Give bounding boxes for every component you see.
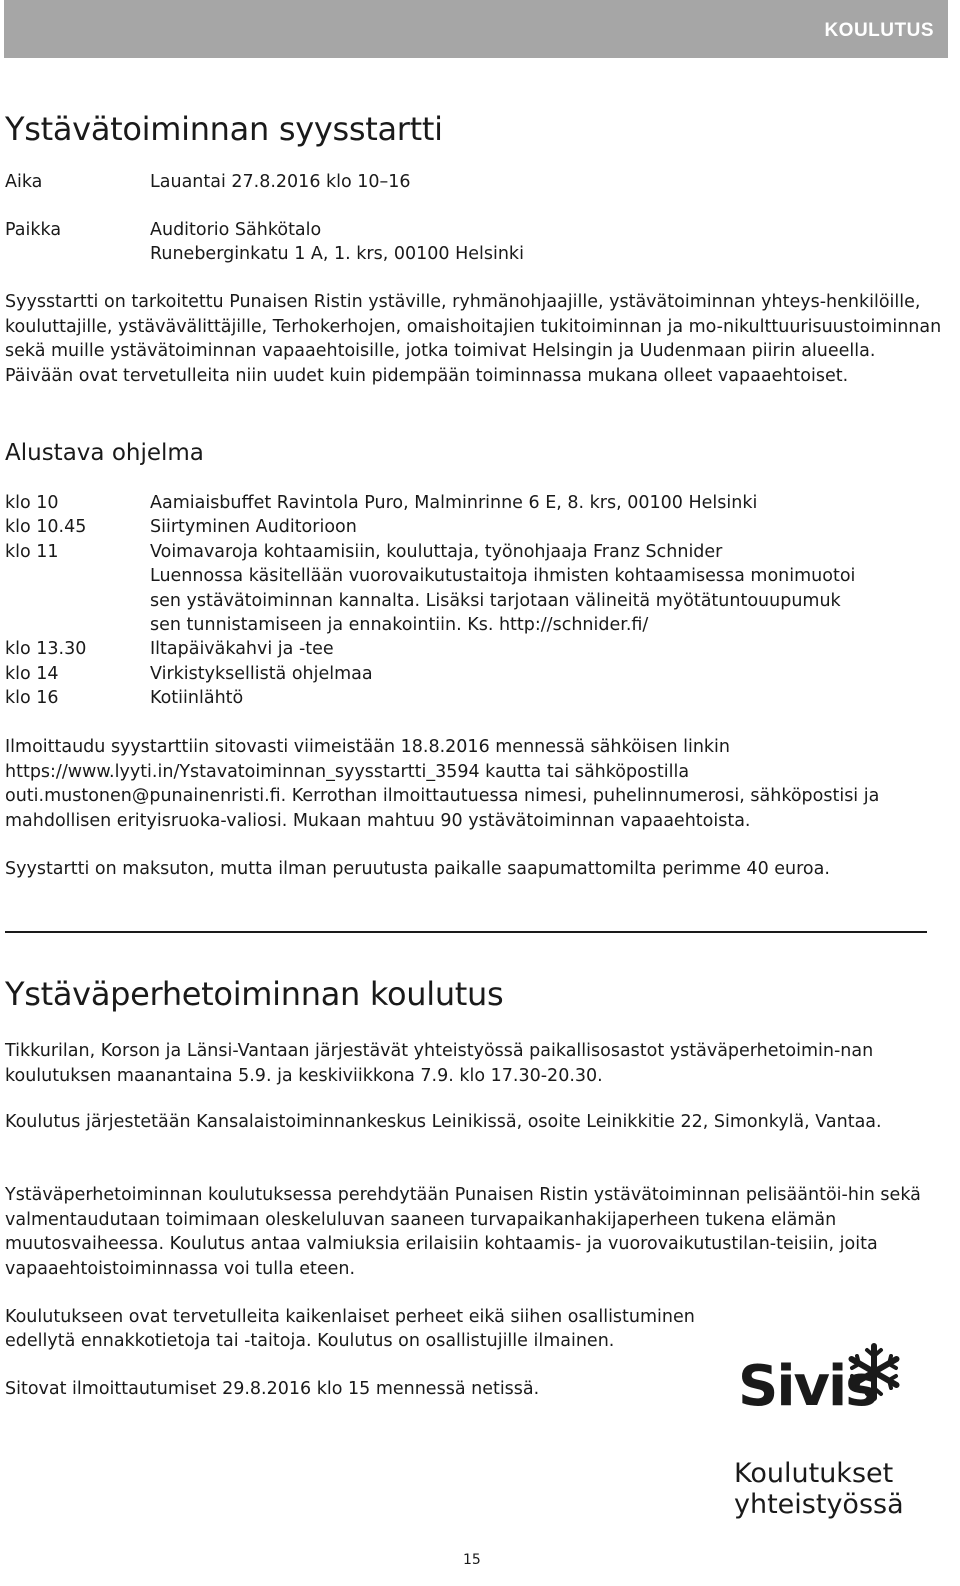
program-text: Siirtyminen Auditorioon [150,517,357,537]
program-text: sen tunnistamiseen ja ennakointiin. Ks. http://schnider.fi/ [150,615,649,635]
place-label: Paikka [5,220,62,240]
page-number: 15 [463,1552,481,1568]
place-line1: Auditorio Sähkötalo [150,220,322,240]
intro-paragraph: Syysstartti on tarkoitettu Punaisen Ristin ystäville, ryhmänohjaajille, ystävätoiminnan yhteys-henkilöille, kouluttajille, ystävävälittäjille, Terhokerhojen, omaishoitajien tukitoiminnan ja mo-nikulttuurisuustoiminnan sekä muille ystävätoiminnan vapaaehtoisille, jotka toimivat Helsingin ja Uudenmaan piirin alueella. Päivään ovat tervetulleita niin uudet kuin pidempään toiminnassa mukana olleet vapaaehtoiset. [5,292,942,386]
logo-subtitle-line2: yhteistyössä [734,1489,904,1520]
time-label: Aika [5,172,43,192]
program-text: Aamiaisbuffet Ravintola Puro, Malminrinne 6 E, 8. krs, 00100 Helsinki [150,493,758,513]
program-time: klo 11 [5,542,59,562]
program-text: sen ystävätoiminnan kannalta. Lisäksi tarjotaan välineitä myötätuntouupumuk [150,591,841,611]
s2-paragraph-5: Sitovat ilmoittautumiset 29.8.2016 klo 15 mennessä netissä. [5,1379,540,1399]
section1-title: Ystävätoiminnan syysstartti [5,110,443,148]
section-label: KOULUTUS [824,20,934,41]
program-time: klo 10.45 [5,517,87,537]
time-value: Lauantai 27.8.2016 klo 10–16 [150,172,411,192]
program-time: klo 13.30 [5,639,87,659]
snowflake-icon [842,1340,906,1404]
program-text: Voimavaroja kohtaamisiin, kouluttaja, työnohjaaja Franz Schnider [150,542,723,562]
program-time: klo 10 [5,493,59,513]
s2-paragraph-1: Tikkurilan, Korson ja Länsi-Vantaan järjestävät yhteistyössä paikallisosastot ystäväperhetoimin-nan koulutuksen maanantaina 5.9. ja keskiviikkona 7.9. klo 17.30-20.30. [5,1041,874,1086]
program-time: klo 14 [5,664,59,684]
program-text: Kotiinlähtö [150,688,244,708]
program-time: klo 16 [5,688,59,708]
registration-paragraph: Ilmoittaudu syystarttiin sitovasti viimeistään 18.8.2016 mennessä sähköisen linkin https://www.lyyti.in/Ystavatoiminnan_syysstartti_3594 kautta tai sähköpostilla outi.mustonen@punainenristi.fi. Kerrothan ilmoittautuessa nimesi, puhelinnumerosi, sähköpostisi ja mahdollisen erityisruoka-valiosi. Mukaan mahtuu 90 ystävätoiminnan vapaaehtoista. [5,737,880,831]
fee-paragraph: Syystartti on maksuton, mutta ilman peruutusta paikalle saapumattomilta perimme 40 euroa. [5,859,830,879]
program-text: Luennossa käsitellään vuorovaikutustaitoja ihmisten kohtaamisessa monimuotoi [150,566,856,586]
s2-paragraph-3: Ystäväperhetoiminnan koulutuksessa perehdytään Punaisen Ristin ystävätoiminnan pelisääntöi-hin sekä valmentaudutaan toimimaan oleskeluluvan saaneen turvapaikanhakijaperheen tukena elämän muutosvaiheessa. Koulutus antaa valmiuksia erilaisiin kohtaamis- ja vuorovaikutustilan-teisiin, joita vapaaehtoistoiminnassa voi tulla eteen. [5,1185,921,1279]
s2-paragraph-4-line1: Koulutukseen ovat tervetulleita kaikenlaiset perheet eikä siihen osallistuminen [5,1307,695,1327]
section2-title: Ystäväperhetoiminnan koulutus [5,975,504,1013]
logo-word: Sivis [738,1354,877,1419]
sivis-logo [734,1340,914,1540]
logo-subtitle [734,1458,904,1520]
header-bar [4,0,948,58]
logo-subtitle-line1: Koulutukset [734,1458,894,1489]
program-title: Alustava ohjelma [5,440,204,466]
program-text: Iltapäiväkahvi ja -tee [150,639,334,659]
s2-paragraph-2: Koulutus järjestetään Kansalaistoiminnankeskus Leinikissä, osoite Leinikkitie 22, Simonkylä, Vantaa. [5,1112,882,1132]
place-line2: Runeberginkatu 1 A, 1. krs, 00100 Helsinki [150,244,524,264]
section-divider [5,931,927,933]
program-text: Virkistyksellistä ohjelmaa [150,664,373,684]
s2-paragraph-4-line2: edellytä ennakkotietoja tai -taitoja. Koulutus on osallistujille ilmainen. [5,1331,615,1351]
